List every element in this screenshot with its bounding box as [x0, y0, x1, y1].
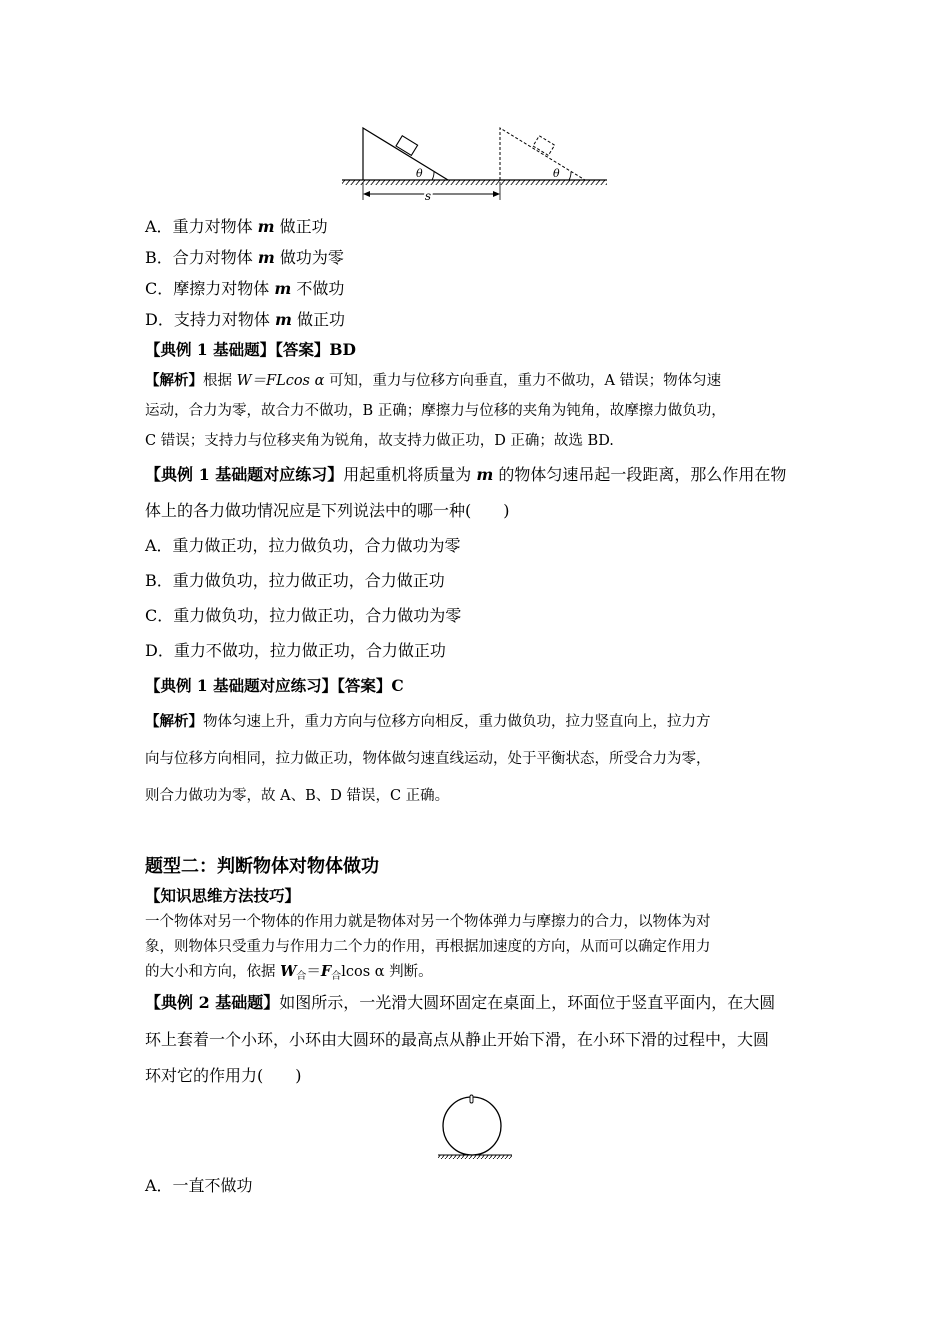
- method-line1: 一个物体对另一个物体的作用力就是物体对另一个物体弹力与摩擦力的合力，以物体为对: [145, 914, 711, 930]
- q2-stem-line2: 体上的各力做功情况应是下列说法中的哪一种( ): [145, 501, 510, 520]
- angle-arc-left: [432, 172, 434, 180]
- incline-dashed: [500, 128, 585, 180]
- angle-arc-right: [569, 172, 571, 180]
- q1-option-a: A．重力对物体 m 做正功: [145, 217, 328, 236]
- distance-label: s: [424, 189, 432, 203]
- method-line3: 的大小和方向，依据 $W_合=F_合lcos$ α 判断。: [145, 963, 433, 982]
- q1-option-d: D．支持力对物体 m 做正功: [145, 310, 345, 329]
- q2-stem-line1: 【典例 1 基础题对应练习】用起重机将质量为 m 的物体匀速吊起一段距离，那么作用在物: [145, 465, 787, 484]
- block-dashed: [533, 136, 555, 156]
- q2-option-c: C．重力做负功，拉力做正功，合力做功为零: [145, 606, 462, 625]
- q2-option-d: D．重力不做功，拉力做正功，合力做正功: [145, 641, 446, 660]
- method-tag: 【知识思维方法技巧】: [145, 886, 301, 905]
- q1-option-b: B．合力对物体 m 做功为零: [145, 248, 344, 267]
- incline-solid: [363, 128, 448, 180]
- theta-left-label: θ: [416, 167, 423, 180]
- q3-option-a: A．一直不做功: [145, 1176, 253, 1195]
- block-solid: [396, 136, 418, 156]
- q3-stem-line3: 环对它的作用力( ): [145, 1066, 302, 1085]
- q1-answer: 【典例 1 基础题】【答案】BD: [145, 340, 356, 359]
- ground-hatch: [342, 180, 607, 185]
- q1-analysis-line3: C 错误；支持力与位移夹角为锐角，故支持力做正功，D 正确；故选 BD.: [145, 433, 614, 449]
- q1-option-c: C．摩擦力对物体 m 不做功: [145, 279, 345, 298]
- q1-analysis-line1: 【解析】根据 W＝FLcos α 可知，重力与位移方向垂直，重力不做功，A 错误；物体匀速: [145, 372, 722, 389]
- q3-stem-line1: 【典例 2 基础题】如图所示，一光滑大圆环固定在桌面上，环面位于竖直平面内，在大圆: [145, 993, 776, 1012]
- q2-analysis-line3: 则合力做功为零，故 A、B、D 错误，C 正确。: [145, 788, 450, 804]
- q2-option-a: A．重力做正功，拉力做负功，合力做功为零: [145, 536, 461, 555]
- table-hatch: [438, 1155, 512, 1159]
- q2-analysis-line1: 【解析】物体匀速上升，重力方向与位移方向相反，重力做负功，拉力竖直向上，拉力方: [145, 713, 711, 730]
- q2-answer: 【典例 1 基础题对应练习】【答案】C: [145, 676, 404, 695]
- method-line2: 象，则物体只受重力与作用力二个力的作用，再根据加速度的方向，从而可以确定作用力: [145, 939, 711, 955]
- large-ring: [443, 1097, 501, 1155]
- section-title: 题型二：判断物体对物体做功: [145, 856, 379, 877]
- ring-figure: [434, 1093, 516, 1163]
- q3-stem-line2: 环上套着一个小环，小环由大圆环的最高点从静止开始下滑，在小环下滑的过程中，大圆: [145, 1030, 770, 1049]
- theta-right-label: θ: [553, 167, 560, 180]
- q2-option-b: B．重力做负功，拉力做正功，合力做正功: [145, 571, 445, 590]
- q1-analysis-line2: 运动，合力为零，故合力不做功，B 正确；摩擦力与位移的夹角为钝角，故摩擦力做负功，: [145, 403, 726, 419]
- q2-analysis-line2: 向与位移方向相同，拉力做正功，物体做匀速直线运动，处于平衡状态，所受合力为零，: [145, 751, 711, 767]
- incline-figure: [340, 120, 615, 205]
- small-ring: [470, 1095, 473, 1103]
